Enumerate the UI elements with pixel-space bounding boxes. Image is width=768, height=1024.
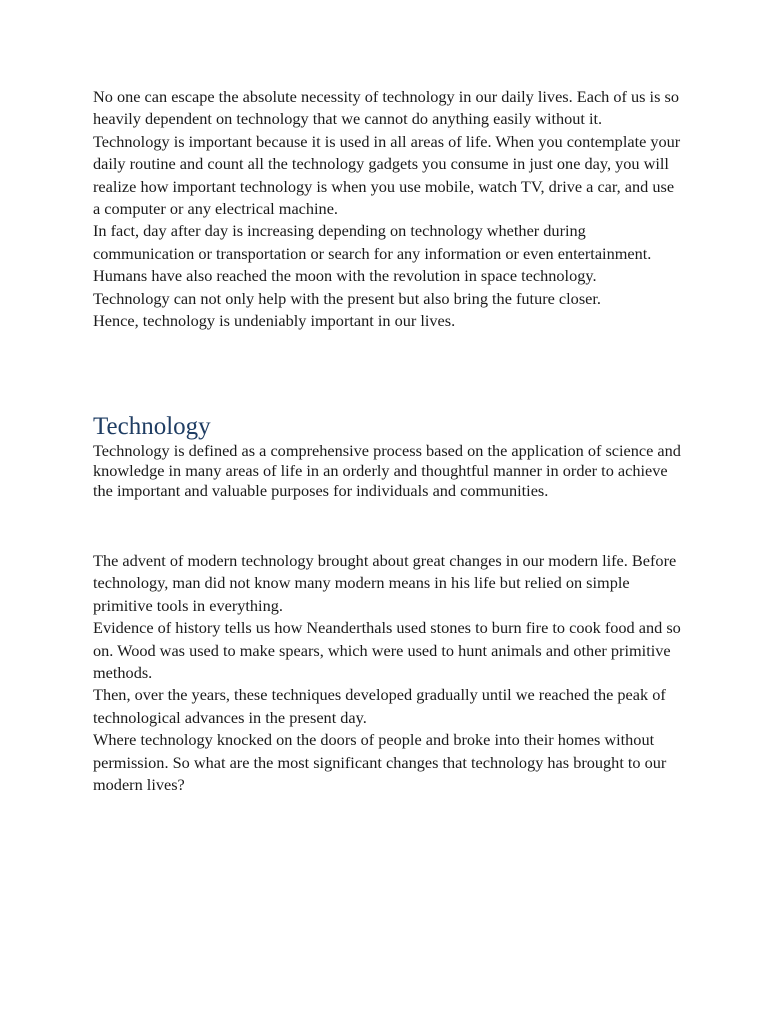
definition-paragraph: Technology is defined as a comprehensive process based on the application of science and knowledge in many areas of life in an orderly and thoughtful manner in order to achieve the important and valuable purposes for individuals and communities.: [93, 441, 681, 501]
section-heading: Technology: [93, 413, 211, 440]
intro-paragraph: Technology is important because it is used in all areas of life. When you contemplate your daily routine and count all the technology gadgets you consume in just one day, you will realize how important technology is when you use mobile, watch TV, drive a car, and use a computer or any electrical machine.: [93, 131, 681, 219]
intro-paragraph: Technology can not only help with the present but also bring the future closer.: [93, 288, 601, 308]
history-paragraph: The advent of modern technology brought about great changes in our modern life. Before technology, man did not know many modern means in his life but relied on simple primitive tools in everything.: [93, 551, 677, 615]
history-paragraph: Then, over the years, these techniques developed gradually until we reached the peak of technological advances in the present day.: [93, 685, 666, 727]
intro-paragraph: In fact, day after day is increasing depending on technology whether during communication or transportation or search for any information or even entertainment.: [93, 221, 652, 263]
intro-paragraph: Hence, technology is undeniably important in our lives.: [93, 311, 456, 331]
intro-section: [93, 86, 683, 332]
history-paragraph: Where technology knocked on the doors of people and broke into their homes without permission. So what are the most significant changes that technology has brought to our modern lives?: [93, 730, 667, 795]
intro-paragraph: No one can escape the absolute necessity of technology in our daily lives. Each of us is so heavily dependent on technology that we cannot do anything easily without it.: [93, 87, 679, 129]
definition-section: [93, 441, 683, 502]
history-section: [93, 550, 683, 796]
intro-paragraph: Humans have also reached the moon with the revolution in space technology.: [93, 266, 597, 286]
history-paragraph: Evidence of history tells us how Neanderthals used stones to burn fire to cook food and so on. Wood was used to make spears, which were used to hunt animals and other primitive methods.: [93, 618, 681, 683]
